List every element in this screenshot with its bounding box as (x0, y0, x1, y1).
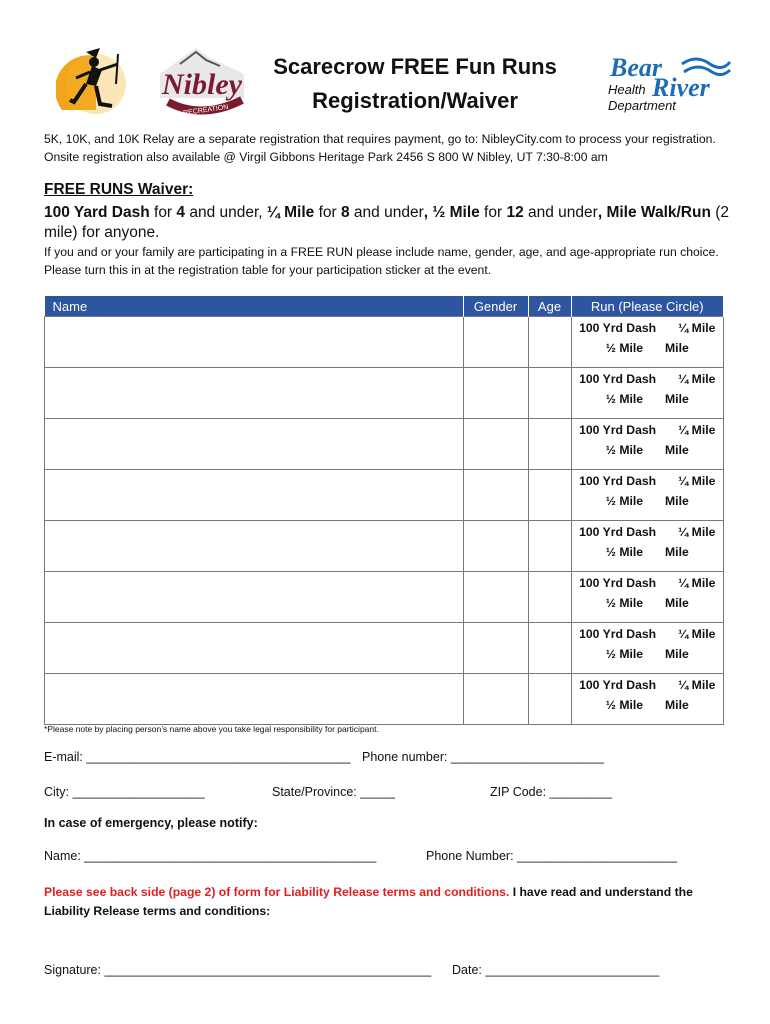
age-cell[interactable] (528, 521, 571, 572)
city-field[interactable]: City: ___________________ (44, 785, 205, 799)
name-cell[interactable] (45, 521, 464, 572)
run-option-quarter-mile[interactable]: ¼ Mile (678, 627, 716, 641)
gender-cell[interactable] (463, 572, 528, 623)
run-choice-cell[interactable] (571, 572, 724, 623)
release-black-text: I have read and understand the Liability Release terms and conditions: (44, 885, 693, 918)
age-cell[interactable] (528, 419, 571, 470)
run-option-100-yard[interactable]: 100 Yrd Dash (579, 525, 657, 539)
run-option-half-mile[interactable]: ½ Mile (605, 647, 644, 661)
svg-text:River: River (652, 73, 710, 102)
run-option-quarter-mile[interactable]: ¼ Mile (678, 474, 716, 488)
state-field[interactable]: State/Province: _____ (272, 785, 395, 799)
gender-cell[interactable] (463, 674, 528, 725)
table-row (45, 470, 724, 521)
run-option-quarter-mile[interactable]: ¼ Mile (678, 372, 716, 386)
run-option-mile[interactable]: Mile (665, 494, 689, 508)
scarecrow-runner-logo (56, 44, 134, 120)
run-option-quarter-mile[interactable]: ¼ Mile (678, 321, 716, 335)
run-option-100-yard[interactable]: 100 Yrd Dash (579, 423, 657, 437)
run-option-100-yard[interactable]: 100 Yrd Dash (579, 474, 657, 488)
waiver-heading: FREE RUNS Waiver: (44, 181, 194, 198)
run-option-100-yard[interactable]: 100 Yrd Dash (579, 372, 657, 386)
run-choice-cell[interactable] (571, 521, 724, 572)
run-option-mile[interactable]: Mile (665, 341, 689, 355)
run-option-mile[interactable]: Mile (665, 545, 689, 559)
svg-text:Department: Department (608, 98, 676, 113)
intro-text: 5K, 10K, and 10K Relay are a separate registration that requires payment, go to: NibleyCity.com to process your registration. Onsite registration also available @ Virgil Gibbons Heritage Park 2456 S 800 W Nibley, UT 7:30-8:00 am (44, 132, 716, 164)
liability-release-text (44, 883, 734, 921)
run-option-quarter-mile[interactable]: ¼ Mile (678, 525, 716, 539)
run-option-quarter-mile[interactable]: ¼ Mile (678, 576, 716, 590)
nibley-recreation-logo (150, 44, 254, 126)
run-choice-cell[interactable] (571, 623, 724, 674)
run-option-mile[interactable]: Mile (665, 698, 689, 712)
table-row (45, 623, 724, 674)
run-option-mile[interactable]: Mile (665, 392, 689, 406)
gender-cell[interactable] (463, 470, 528, 521)
run-option-half-mile[interactable]: ½ Mile (605, 596, 644, 610)
run-choice-cell[interactable] (571, 419, 724, 470)
svg-text:Health: Health (608, 82, 646, 97)
run-option-half-mile[interactable]: ½ Mile (605, 698, 644, 712)
run-option-half-mile[interactable]: ½ Mile (605, 545, 644, 559)
run-choice-cell[interactable] (571, 470, 724, 521)
emergency-name-field[interactable]: Name: __________________________________________ (44, 849, 377, 863)
run-option-100-yard[interactable]: 100 Yrd Dash (579, 678, 657, 692)
svg-text:RECREATION: RECREATION (182, 103, 229, 118)
table-row (45, 368, 724, 419)
table-row (45, 419, 724, 470)
run-option-half-mile[interactable]: ½ Mile (605, 443, 644, 457)
age-cell[interactable] (528, 623, 571, 674)
gender-cell[interactable] (463, 623, 528, 674)
run-option-half-mile[interactable]: ½ Mile (605, 341, 644, 355)
name-cell[interactable] (45, 368, 464, 419)
gender-cell[interactable] (463, 419, 528, 470)
table-row (45, 674, 724, 725)
run-option-100-yard[interactable]: 100 Yrd Dash (579, 321, 657, 335)
responsibility-note: *Please note by placing person’s name above you take legal responsibility for participant. (44, 724, 379, 734)
name-cell[interactable] (45, 674, 464, 725)
page-title (250, 50, 580, 118)
run-choice-cell[interactable] (571, 674, 724, 725)
age-cell[interactable] (528, 572, 571, 623)
date-field[interactable]: Date: _________________________ (452, 963, 660, 977)
header-run: Run (Please Circle) (571, 296, 724, 317)
run-option-mile[interactable]: Mile (665, 596, 689, 610)
run-choice-cell[interactable] (571, 317, 724, 368)
table-row (45, 572, 724, 623)
name-cell[interactable] (45, 572, 464, 623)
table-header-row (45, 296, 724, 317)
svg-text:Bear: Bear (610, 53, 662, 82)
age-cell[interactable] (528, 317, 571, 368)
run-option-half-mile[interactable]: ½ Mile (605, 392, 644, 406)
zip-field[interactable]: ZIP Code: _________ (490, 785, 613, 799)
run-option-half-mile[interactable]: ½ Mile (605, 494, 644, 508)
table-row (45, 521, 724, 572)
title-line-2: Registration/Waiver (312, 88, 518, 113)
waiver-text: 100 Yard Dash for 4 and under, ¼ Mile for 8 and under, ½ Mile for 12 and under, Mile Walk/Run (2 mile) for anyone. (44, 204, 730, 241)
name-cell[interactable] (45, 419, 464, 470)
run-option-quarter-mile[interactable]: ¼ Mile (678, 423, 716, 437)
header-age: Age (528, 296, 571, 317)
name-cell[interactable] (45, 470, 464, 521)
registration-table (44, 296, 724, 725)
svg-text:Nibley: Nibley (162, 68, 242, 101)
run-option-mile[interactable]: Mile (665, 647, 689, 661)
table-row (45, 317, 724, 368)
run-option-mile[interactable]: Mile (665, 443, 689, 457)
title-line-1: Scarecrow FREE Fun Runs (273, 54, 557, 79)
gender-cell[interactable] (463, 368, 528, 419)
header-name: Name (45, 296, 464, 317)
age-cell[interactable] (528, 674, 571, 725)
header-gender: Gender (463, 296, 528, 317)
waiver-instructions: If you and or your family are participating in a FREE RUN please include name, gender, age, and age-appropriate run choice. Please turn this in at the registration table for your participation sticker at the event. (44, 245, 719, 277)
signature-field[interactable]: Signature: _______________________________________________ (44, 963, 432, 977)
age-cell[interactable] (528, 470, 571, 521)
gender-cell[interactable] (463, 317, 528, 368)
bear-river-health-department-logo (606, 48, 732, 120)
name-cell[interactable] (45, 623, 464, 674)
run-choice-cell[interactable] (571, 368, 724, 419)
age-cell[interactable] (528, 368, 571, 419)
gender-cell[interactable] (463, 521, 528, 572)
run-option-100-yard[interactable]: 100 Yrd Dash (579, 627, 657, 641)
run-option-quarter-mile[interactable]: ¼ Mile (678, 678, 716, 692)
release-red-text: Please see back side (page 2) of form for Liability Release terms and conditions. (44, 885, 510, 899)
run-option-100-yard[interactable]: 100 Yrd Dash (579, 576, 657, 590)
name-cell[interactable] (45, 317, 464, 368)
emergency-heading: In case of emergency, please notify: (44, 816, 258, 830)
emergency-phone-field[interactable]: Phone Number: _______________________ (426, 849, 677, 863)
phone-field[interactable]: Phone number: ______________________ (362, 750, 604, 764)
email-field[interactable]: E-mail: ______________________________________ (44, 750, 351, 764)
